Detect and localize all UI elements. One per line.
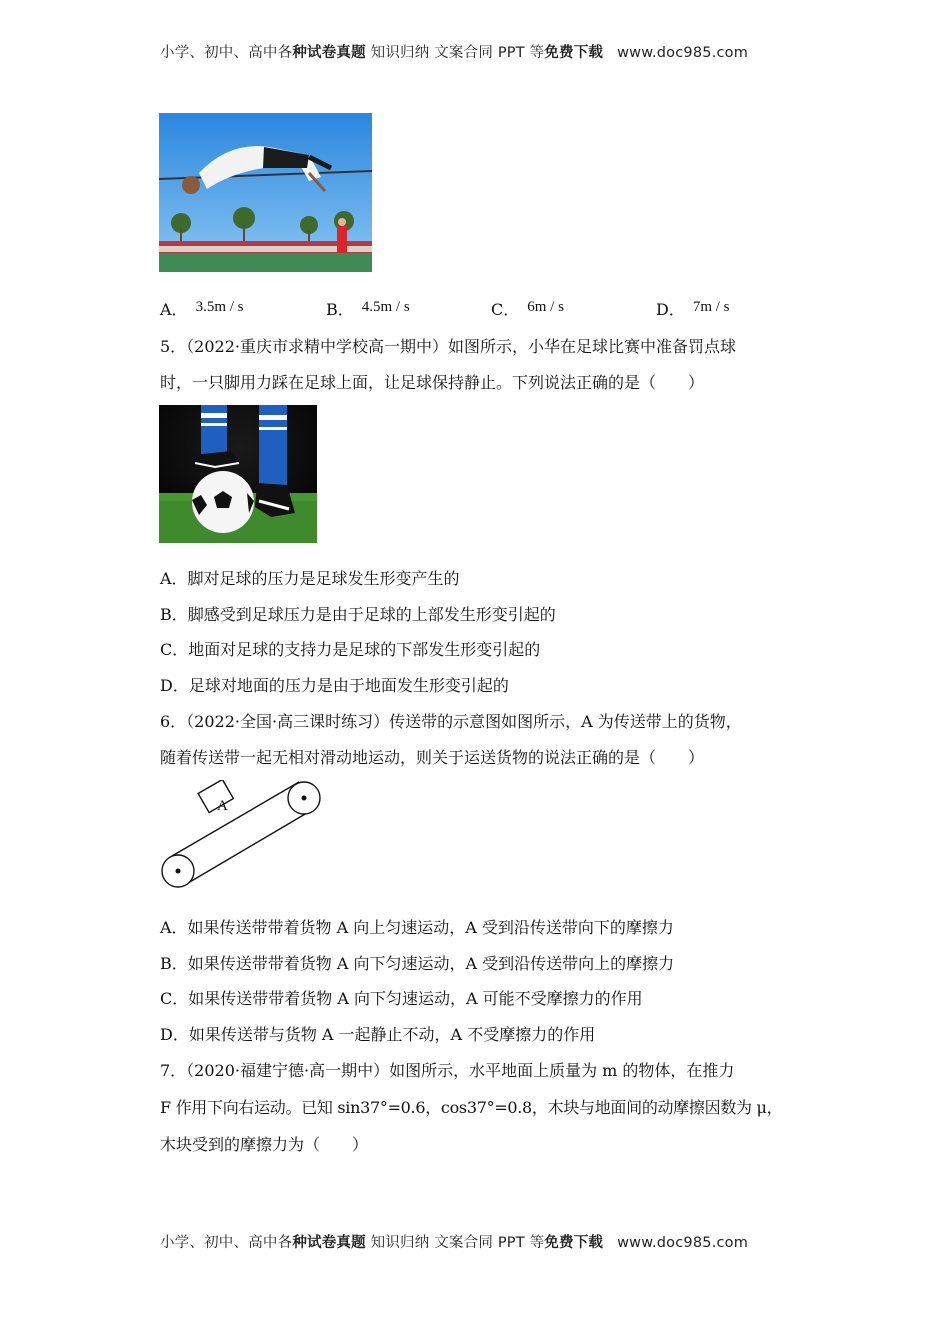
q7-stem-line1: 7．（2020·福建宁德·高一期中）如图所示，水平地面上质量为 m 的物体，在推力 [160,1061,735,1080]
banner-text-b: 种试卷真题 [292,1235,366,1251]
q7-stem-line2: F 作用下向右运动。已知 sin37°=0.6，cos37°=0.8，木块与地面间的动摩擦因数为 μ， [160,1098,783,1117]
q6-option-a: A．如果传送带带着货物 A 向上匀速运动，A 受到沿传送带向下的摩擦力 [160,918,674,937]
q5-option-d: D．足球对地面的压力是由于地面发生形变引起的 [160,676,509,695]
banner-text-b: 种试卷真题 [292,45,366,61]
q5-stem-line1: 5．（2022·重庆市求精中学校高一期中）如图所示，小华在足球比赛中准备罚点球 [160,337,736,356]
option-label: A． [160,300,188,319]
conveyor-belt-diagram [159,780,325,892]
option-value: 4.5m / s [361,299,410,315]
q4-option-a [160,300,244,321]
q6-stem-line2: 随着传送带一起无相对滑动地运动，则关于运送货物的说法正确的是（ ） [160,748,705,767]
option-label: B． [326,300,354,319]
bottom-banner [160,1231,800,1252]
q6-stem-line1: 6．（2022·全国·高三课时练习）传送带的示意图如图所示，A 为传送带上的货物， [160,712,742,731]
banner-text-a: 小学、初中、高中各 [160,1235,293,1251]
q5-stem-line2: 时，一只脚用力踩在足球上面，让足球保持静止。下列说法正确的是（ ） [160,373,705,392]
q4-option-d [656,300,730,321]
q6-option-d: D．如果传送带与货物 A 一起静止不动，A 不受摩擦力的作用 [160,1025,596,1044]
q4-option-c [491,300,564,321]
banner-text-a: 小学、初中、高中各 [160,45,293,61]
option-value: 6m / s [527,299,564,315]
q4-option-b [326,300,410,321]
banner-text-c: 知识归纳 文案合同 PPT 等 [365,1235,545,1251]
box-a-label: A [217,798,228,814]
q5-option-c: C．地面对足球的支持力是足球的下部发生形变引起的 [160,640,541,659]
banner-text-c: 知识归纳 文案合同 PPT 等 [365,45,545,61]
option-label: C． [491,300,520,319]
football-photo [159,405,317,543]
banner-text-d: 免费下载 [544,45,604,61]
q5-option-b: B．脚感受到足球压力是由于足球的上部发生形变引起的 [160,605,556,624]
q6-option-b: B．如果传送带带着货物 A 向下匀速运动，A 受到沿传送带向上的摩擦力 [160,954,675,973]
q5-option-a: A．脚对足球的压力是足球发生形变产生的 [160,569,460,588]
banner-url[interactable]: www.doc985.com [617,45,749,61]
option-label: D． [656,300,685,319]
banner-text-d: 免费下载 [544,1235,604,1251]
high-jump-photo [159,113,372,272]
option-value: 7m / s [692,299,730,315]
option-value: 3.5m / s [195,299,244,315]
top-banner [160,41,800,62]
q6-option-c: C．如果传送带带着货物 A 向下匀速运动，A 可能不受摩擦力的作用 [160,989,643,1008]
q7-stem-line3: 木块受到的摩擦力为（ ） [160,1135,369,1154]
banner-url[interactable]: www.doc985.com [617,1235,749,1251]
